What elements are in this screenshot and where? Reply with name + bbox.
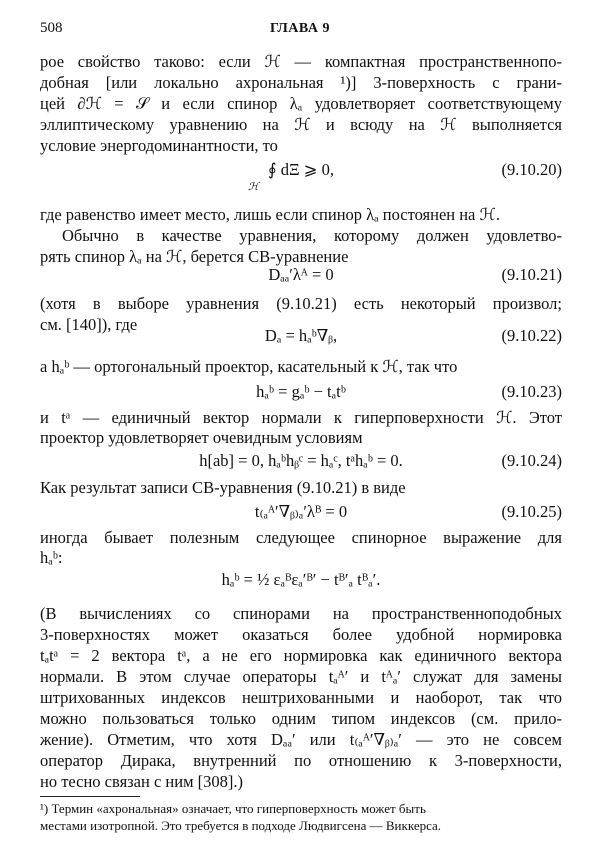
footnote-line: ¹) Термин «ахрональная» означает, что гиперповерхность может быть [40,801,426,816]
text-line: (В вычислениях со спинорами на пространственноподобных [40,604,562,623]
integral-subscript: ℋ [248,181,259,193]
text-line: добная [или локально ахрональная ¹)] 3-поверхность с грани- [40,73,562,92]
formula: Dₐₐ′λᴬ = 0 [268,265,334,284]
text-line: цей ∂ℋ = 𝒮 и если спинор λₐ удовлетворяет соответствующему [40,94,562,113]
text-line: (хотя в выборе уравнения (9.10.21) есть некоторый произвол; [40,294,562,313]
formula: ∮ dΞ ⩾ 0, [267,160,335,179]
text-line: жение). Отметим, что хотя Dₐₐ′ или t₍ₐᴬ′∇ᵦ₎ₐ′ — это не совсем [40,730,562,749]
equation-number: (9.10.24) [501,451,562,470]
formula: Dₐ = hₐᵇ∇ᵦ, [264,326,338,345]
equation-9-10-24 [40,449,562,477]
equation-9-10-21 [40,263,562,291]
text-line: а hₐᵇ — ортогональный проектор, касательный к ℋ, так что [40,357,458,376]
text-line: и tᵃ — единичный вектор нормали к гиперповерхности ℋ. Этот [40,408,562,427]
footnote-divider [40,796,140,797]
text-line: условие энергодоминантности, то [40,136,278,155]
text-line: нормали. В этом случае операторы tₐᴬ′ и tᴬₐ′ служат для замены [40,667,562,686]
text-line: можно пользоваться только одним типом индексов (см. прило- [40,709,562,728]
page-number: 508 [40,20,63,36]
text-line: но тесно связан с ним [308].) [40,772,243,791]
running-header [40,20,560,42]
text-line: Обычно в качестве уравнения, которому должен удовлетво- [62,226,562,245]
equation-number: (9.10.22) [501,326,562,345]
equation-number: (9.10.20) [501,160,562,179]
text-line: hₐᵇ: [40,548,63,567]
text-line: рять спинор λₐ на ℋ, берется СВ-уравнение [40,247,349,266]
text-line: проектор удовлетворяет очевидным условиям [40,428,363,447]
equation-number: (9.10.21) [501,265,562,284]
text-line: см. [140]), где [40,315,138,334]
text-line: tₐtᵃ = 2 вектора tᵃ, а не его нормировка как единичного вектора [40,646,562,665]
equation-9-10-25 [40,500,562,528]
chapter-title: ГЛАВА 9 [270,21,330,36]
formula: h[ab] = 0, hₐᵇhᵦᶜ = hₐᶜ, tᵃhₐᵇ = 0. [199,451,403,470]
equation-9-10-23 [40,380,562,408]
text-line: иногда бывает полезным следующее спинорное выражение для [40,528,562,547]
footnote-line: местами изотропной. Это требуется в подходе Людвигсена — Виккерса. [40,818,442,833]
formula: t₍ₐᴬ′∇ᵦ₎ₐ′λᴮ = 0 [254,502,348,521]
equation-number: (9.10.23) [501,382,562,401]
text-line: оператор Дирака, внутренний по отношению к 3-поверхности, [40,751,562,770]
text-line: рое свойство таково: если ℋ — компактная пространственнопо- [40,52,562,71]
equation-number: (9.10.25) [501,502,562,521]
formula: hₐᵇ = gₐᵇ − tₐtᵇ [256,382,346,401]
equation-9-10-22 [40,324,562,352]
text-line: эллиптическому уравнению на ℋ и всюду на ℋ выполняется [40,115,562,134]
equation-9-10-20 [40,158,562,186]
formula: hₐᵇ = ½ εₐᴮεₐ′ᴮ′ − tᴮ′ₐ tᴮₐ′. [221,570,381,589]
text-line: где равенство имеет место, лишь если спинор λₐ постоянен на ℋ. [40,205,500,224]
text-line: Как результат записи СВ-уравнения (9.10.21) в виде [40,478,406,497]
equation-spinor-h [40,568,562,596]
text-line: 3-поверхностях может оказаться более удобной нормировка [40,625,562,644]
text-line: штрихованных индексов нештрихованными и наоборот, так что [40,688,562,707]
